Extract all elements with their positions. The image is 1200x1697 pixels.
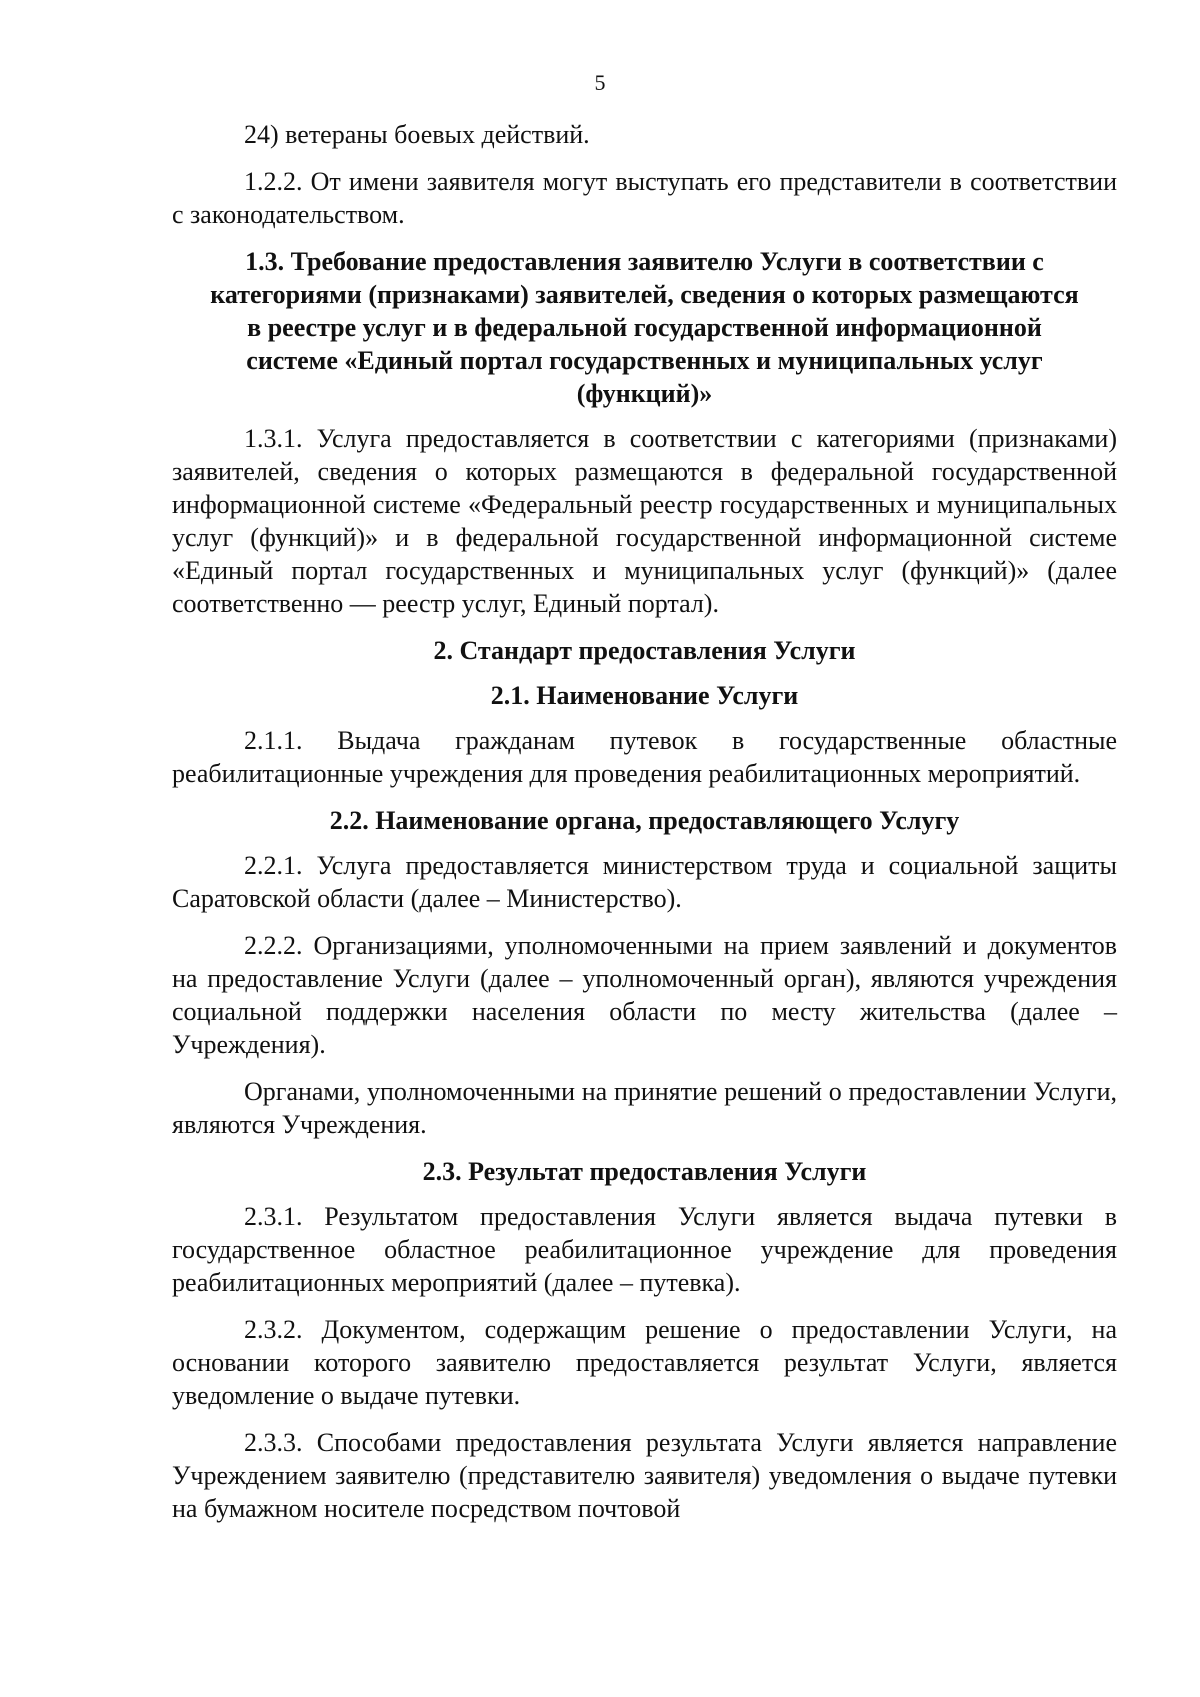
heading-2-1: 2.1. Наименование Услуги (490, 681, 799, 710)
paragraph-2-3-2: 2.3.2. Документом, содержащим решение о предоставлении Услуги, на основании которого заявителю предоставляется результат Услуги, является уведомление о выдаче путевки. (172, 1315, 1117, 1410)
paragraph-2-3-3: 2.3.3. Способами предоставления результата Услуги является направление Учреждением заявителю (представителю заявителя) уведомления о выдаче путевки на бумажном носителе посредством почтовой (172, 1428, 1117, 1523)
heading-2: 2. Стандарт предоставления Услуги (433, 636, 856, 665)
paragraph-2-1-1: 2.1.1. Выдача гражданам путевок в государственные областные реабилитационные учреждения для проведения реабилитационных мероприятий. (172, 726, 1117, 788)
paragraph-1-2-2: 1.2.2. От имени заявителя могут выступать его представители в соответствии с законодательством. (172, 167, 1117, 229)
heading-2-3: 2.3. Результат предоставления Услуги (422, 1157, 867, 1186)
heading-1-3: 1.3. Требование предоставления заявителю Услуги в соответствии с категориями (признаками) заявителей, сведения о которых размещаются в реестре услуг и в федеральной государственной информационной системе «Единый портал государственных и муниципальных услуг (функций)» (210, 247, 1079, 408)
page-number: 5 (594, 70, 606, 95)
paragraph-2-3-1: 2.3.1. Результатом предоставления Услуги является выдача путевки в государственное областное реабилитационное учреждение для проведения реабилитационных мероприятий (далее – путевка). (172, 1202, 1117, 1297)
paragraph-24: 24) ветераны боевых действий. (244, 120, 590, 149)
paragraph-2-2-2: 2.2.2. Организациями, уполномоченными на прием заявлений и документов на предоставление Услуги (далее – уполномоченный орган), являются учреждения социальной поддержки населения области по месту жительства (далее – Учреждения). (172, 931, 1117, 1059)
paragraph-2-2-1: 2.2.1. Услуга предоставляется министерством труда и социальной защиты Саратовской области (далее – Министерство). (172, 851, 1117, 913)
paragraph-1-3-1: 1.3.1. Услуга предоставляется в соответствии с категориями (признаками) заявителей, сведения о которых размещаются в федеральной государственной информационной системе «Федеральный реестр государственных и муниципальных услуг (функций)» и в федеральной государственной информационной системе «Единый портал государственных и муниципальных услуг (функций)» (далее соответственно — реестр услуг, Единый портал). (172, 424, 1117, 618)
document-body (172, 118, 1117, 1539)
heading-2-2: 2.2. Наименование органа, предоставляющего Услугу (329, 806, 960, 835)
paragraph-2-2-2-continued: Органами, уполномоченными на принятие решений о предоставлении Услуги, являются Учреждения. (172, 1077, 1117, 1139)
